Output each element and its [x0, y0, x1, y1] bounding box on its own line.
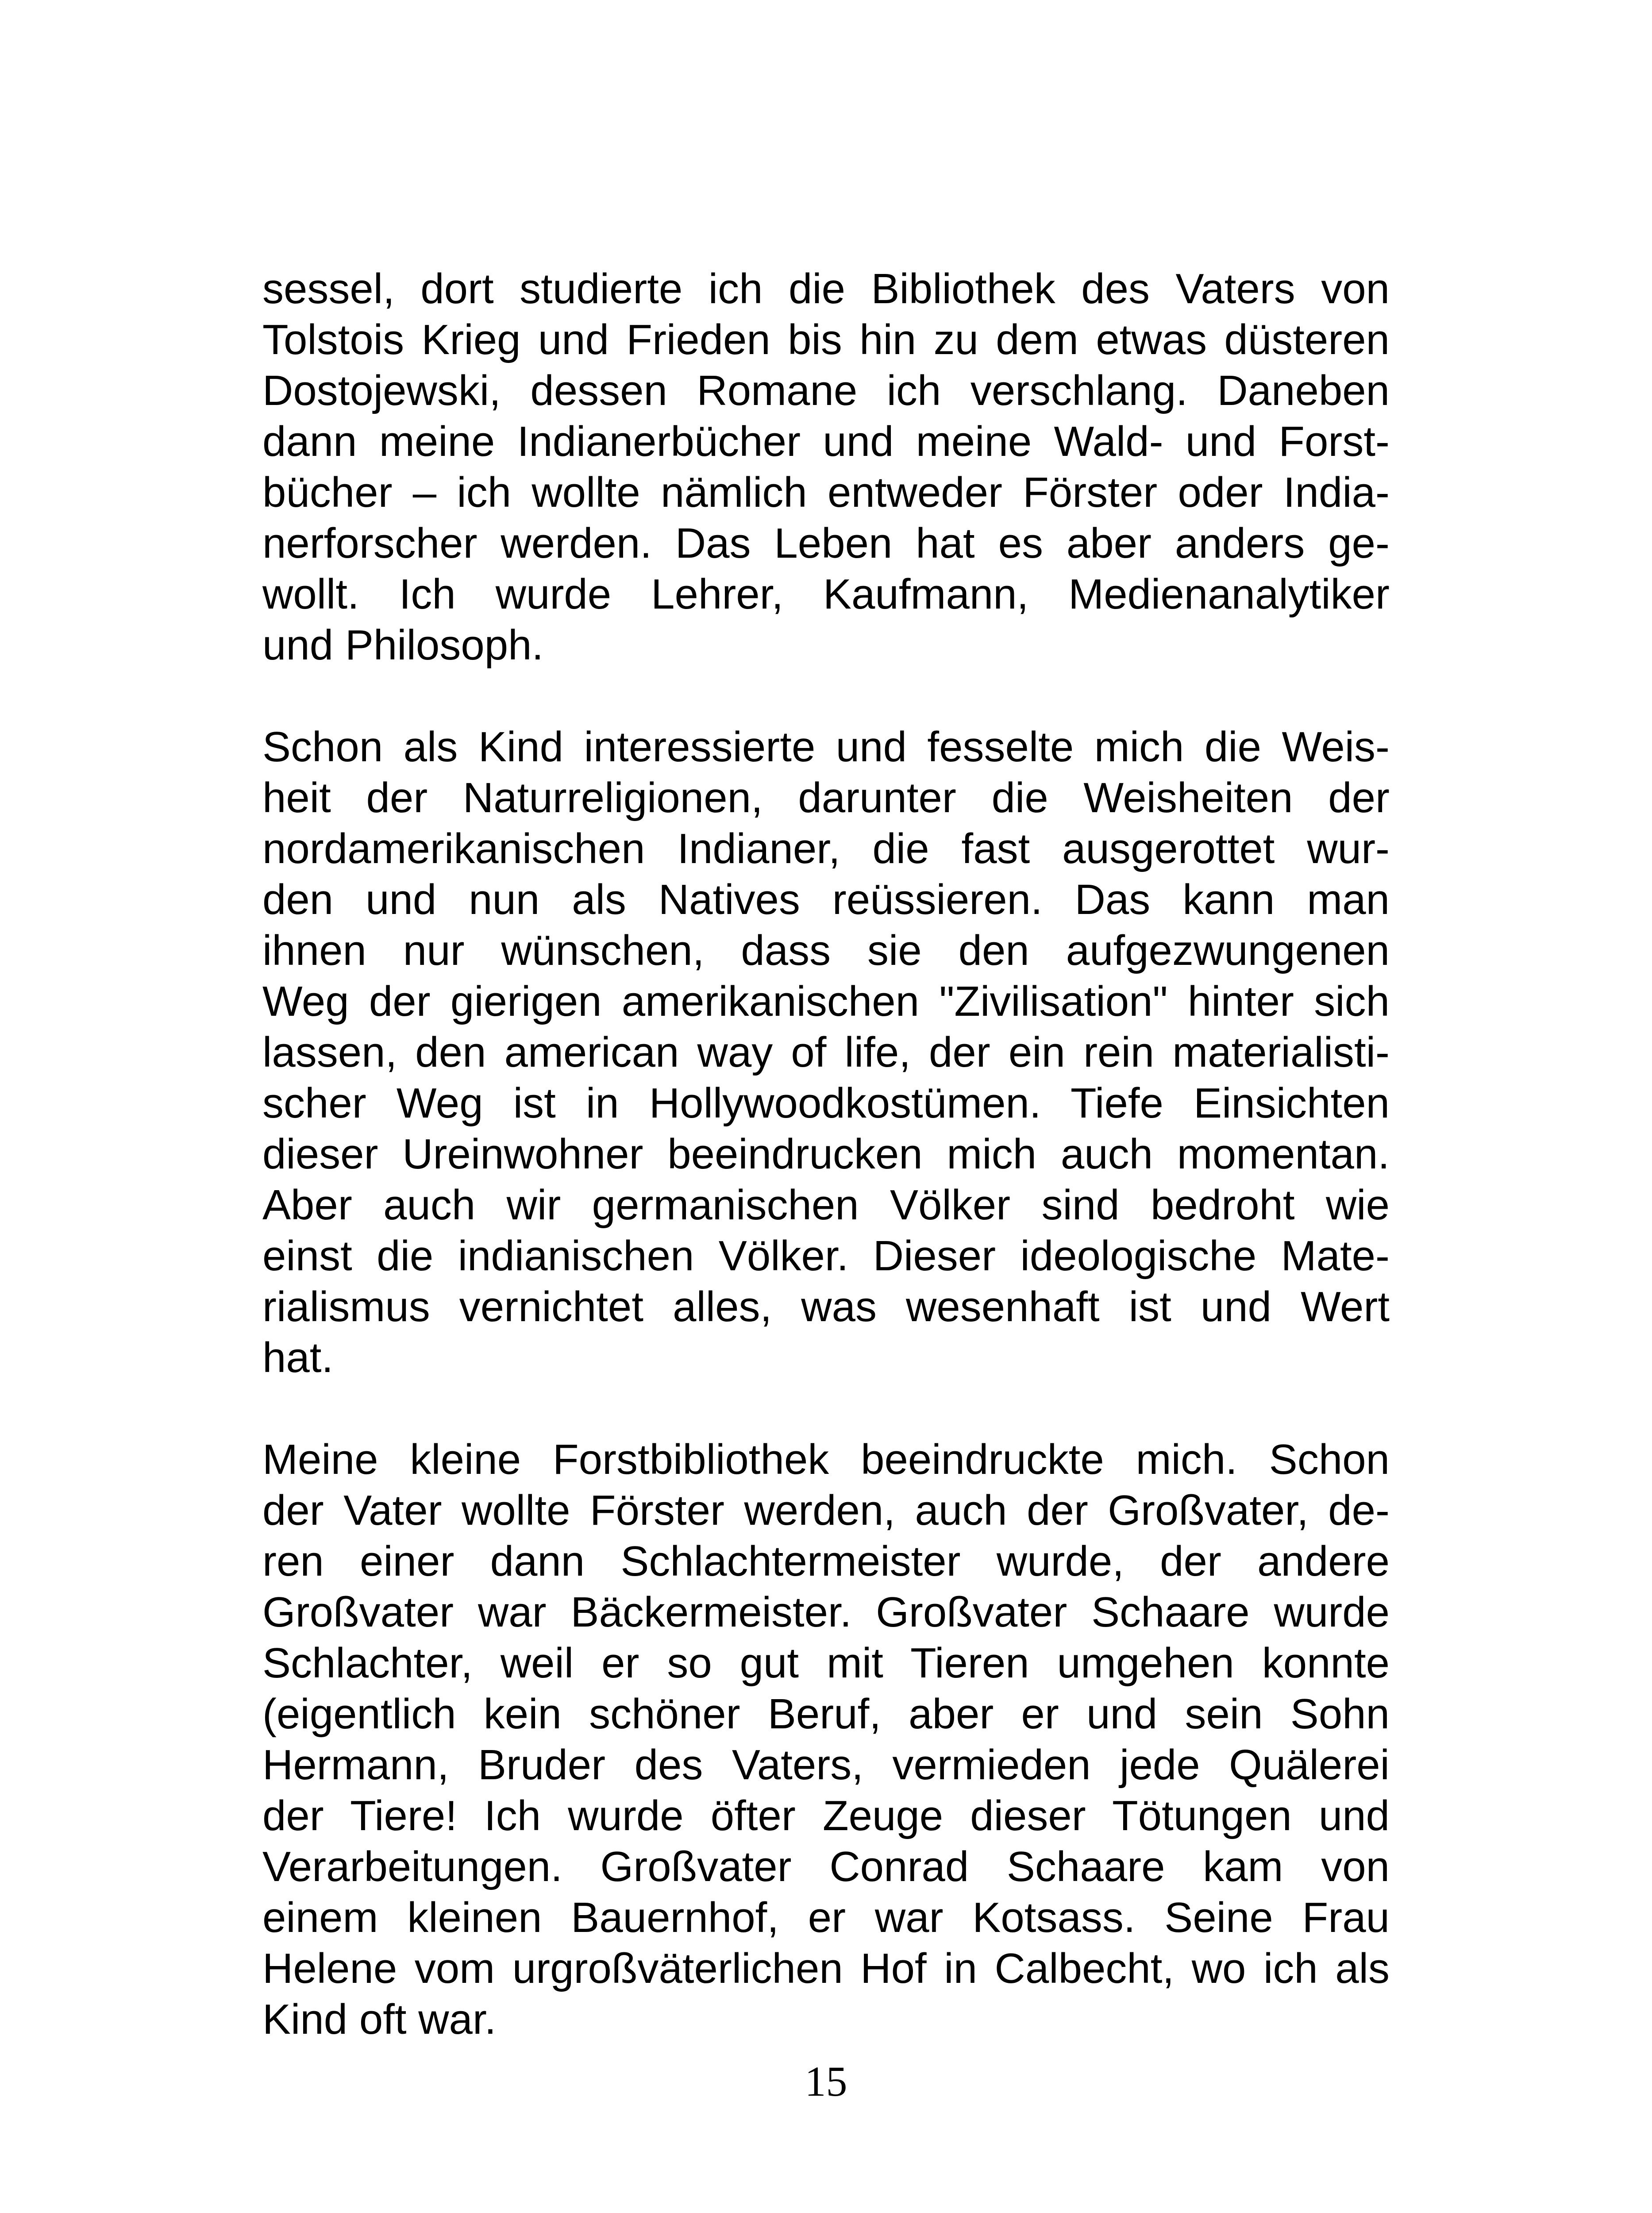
text-line: rialismus vernichtet alles, was wesenhaft ist und Wert: [262, 1283, 1390, 1330]
text-line: sessel, dort studierte ich die Bibliothek des Vaters von: [262, 265, 1390, 312]
text-line: Helene vom urgroßväterlichen Hof in Calbecht, wo ich als: [262, 1945, 1390, 1992]
text-line: Schlachter, weil er so gut mit Tieren umgehen konnte: [262, 1639, 1390, 1687]
text-line: Verarbeitungen. Großvater Conrad Schaare kam von: [262, 1843, 1390, 1890]
paragraph-3: [262, 1434, 1390, 2045]
text-line: einem kleinen Bauernhof, er war Kotsass. Seine Frau: [262, 1894, 1390, 1941]
text-line: Kind oft war.: [262, 1996, 497, 2043]
text-line: heit der Naturreligionen, darunter die Weisheiten der: [262, 774, 1390, 821]
text-line: scher Weg ist in Hollywoodkostümen. Tiefe Einsichten: [262, 1080, 1390, 1127]
page-number: 15: [805, 2058, 847, 2105]
text-line: nordamerikanischen Indianer, die fast ausgerottet wur-: [262, 825, 1390, 872]
text-line: (eigentlich kein schöner Beruf, aber er und sein Sohn: [262, 1690, 1390, 1738]
text-line: und Philosoph.: [262, 621, 544, 669]
text-line: einst die indianischen Völker. Dieser ideologische Mate-: [262, 1232, 1390, 1280]
text-line: Hermann, Bruder des Vaters, vermieden jede Quälerei: [262, 1741, 1390, 1789]
text-line: Tolstois Krieg und Frieden bis hin zu dem etwas düsteren: [262, 316, 1390, 363]
text-line: Schon als Kind interessierte und fesselte mich die Weis-: [262, 723, 1390, 771]
text-line: den und nun als Natives reüssieren. Das kann man: [262, 876, 1390, 923]
text-line: wollt. Ich wurde Lehrer, Kaufmann, Medienanalytiker: [262, 571, 1390, 618]
paragraph-2: [262, 721, 1390, 1383]
text-line: ren einer dann Schlachtermeister wurde, der andere: [262, 1538, 1390, 1585]
paragraph-1: [262, 263, 1390, 671]
text-line: lassen, den american way of life, der ein rein materialisti-: [262, 1029, 1390, 1076]
text-line: Großvater war Bäckermeister. Großvater Schaare wurde: [262, 1588, 1390, 1636]
text-line: bücher – ich wollte nämlich entweder Förster oder India-: [262, 469, 1390, 516]
text-line: Aber auch wir germanischen Völker sind bedroht wie: [262, 1181, 1390, 1229]
text-line: der Tiere! Ich wurde öfter Zeuge dieser Tötungen und: [262, 1792, 1390, 1839]
text-line: Meine kleine Forstbibliothek beeindruckte mich. Schon: [262, 1436, 1390, 1483]
text-line: hat.: [262, 1334, 334, 1381]
body-text: [262, 263, 1390, 2096]
text-line: dann meine Indianerbücher und meine Wald- und Forst-: [262, 418, 1390, 465]
text-line: der Vater wollte Förster werden, auch der Großvater, de-: [262, 1487, 1390, 1534]
text-line: nerforscher werden. Das Leben hat es aber anders ge-: [262, 520, 1390, 567]
text-line: Weg der gierigen amerikanischen "Zivilisation" hinter sich: [262, 978, 1390, 1025]
text-line: Dostojewski, dessen Romane ich verschlang. Daneben: [262, 367, 1390, 414]
text-line: ihnen nur wünschen, dass sie den aufgezwungenen: [262, 927, 1390, 974]
text-line: dieser Ureinwohner beeindrucken mich auch momentan.: [262, 1130, 1390, 1178]
